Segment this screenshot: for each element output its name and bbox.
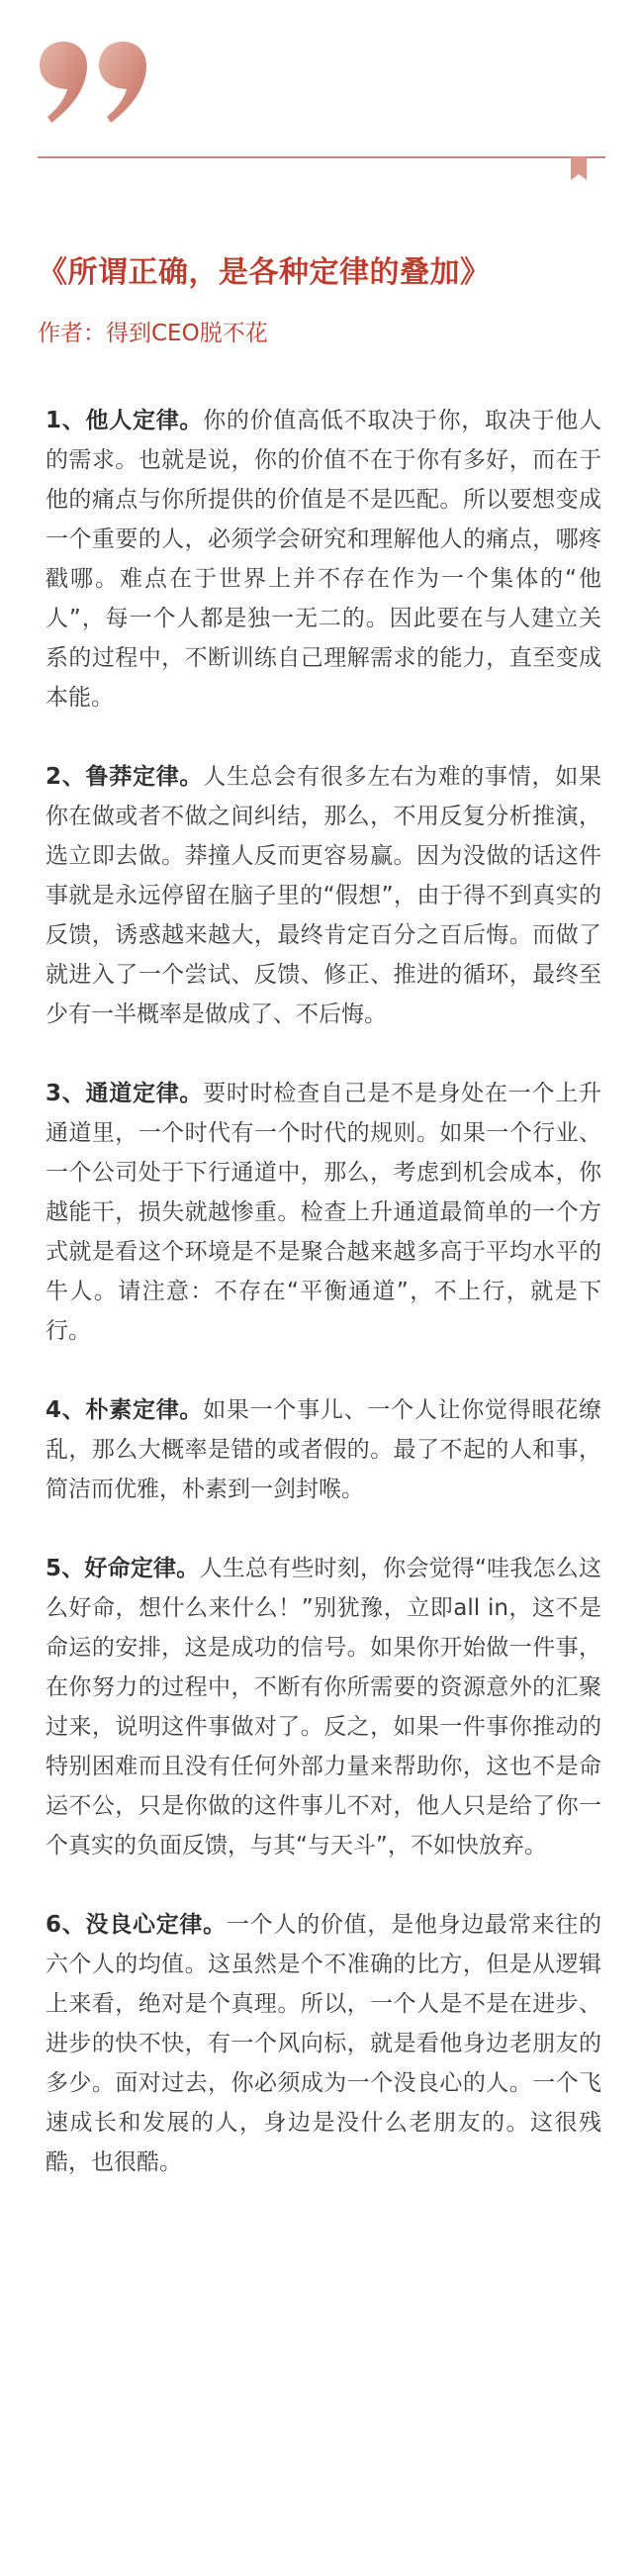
article-author: 作者：得到CEO脱不花 — [38, 321, 268, 346]
section-text: 如果一个事儿、一个人让你觉得眼花缭乱，那么大概率是错的或者假的。最了不起的人和事，简洁而优雅，朴素到一剑封喉。 — [46, 1397, 602, 1502]
section-reckless — [46, 757, 601, 1034]
article-body — [46, 401, 601, 2222]
section-text: 你的价值高低不取决于你，取决于他人的需求。也就是说，你的价值不在于你有多好，而在于他的痛点与你所提供的价值是不是匹配。所以要想变成一个重要的人，必须学会研究和理解他人的痛点，哪疼戳哪。难点在于世界上并不存在作为一个集体的“他人”，每一个人都是独一无二的。因此要在与人建立关系的过程中，不断训练自己理解需求的能力，直至变成本能。 — [46, 408, 602, 711]
section-heading: 2、鲁莽定律。 — [46, 764, 204, 790]
double-quote-icon — [38, 38, 148, 127]
section-text: 人生总会有很多左右为难的事情，如果你在做或者不做之间纠结，那么，不用反复分析推演，选立即去做。莽撞人反而更容易赢。因为没做的话这件事就是永远停留在脑子里的“假想”，由于得不到真实的反馈，诱惑越来越大，最终肯定百分之百后悔。而做了就进入了一个尝试、反馈、修正、推进的循环，最终至少有一半概率是做成了、不后悔。 — [46, 764, 602, 1027]
section-heading: 1、他人定律。 — [46, 408, 204, 433]
section-other-people — [46, 401, 601, 717]
section-text: 一个人的价值，是他身边最常来往的六个人的均值。这虽然是个不准确的比方，但是从逻辑上来看，绝对是个真理。所以，一个人是不是在进步、进步的快不快，有一个风向标，就是看他身边老朋友的多少。面对过去，你必须成为一个没良心的人。一个飞速成长和发展的人，身边是没什么老朋友的。这很残酷，也很酷。 — [46, 1912, 601, 2175]
section-heading: 3、通道定律。 — [46, 1081, 204, 1106]
section-good-fortune — [46, 1549, 601, 1865]
section-heading: 6、没良心定律。 — [46, 1912, 227, 1938]
section-no-conscience — [46, 1905, 601, 2182]
section-text: 人生总有些时刻，你会觉得“哇我怎么这么好命，想什么来什么！”别犹豫，立即all in，这不是命运的安排，这是成功的信号。如果你开始做一件事，在你努力的过程中，不断有你所需要的资源意外的汇聚过来，说明这件事做对了。反之，如果一件事你推动的特别困难而且没有任何外部力量来帮助你，这也不是命运不公，只是你做的这件事儿不对，他人只是给了你一个真实的负面反馈，与其“与天斗”，不如快放弃。 — [46, 1556, 601, 1859]
section-text: 要时时检查自己是不是身处在一个上升通道里，一个时代有一个时代的规则。如果一个行业、一个公司处于下行通道中，那么，考虑到机会成本，你越能干，损失就越惨重。检查上升通道最简单的一个方式就是看这个环境是不是聚合越来越多高于平均水平的牛人。请注意：不存在“平衡通道”，不上行，就是下行。 — [46, 1081, 602, 1344]
header-divider — [38, 156, 605, 158]
article-title: 《所谓正确，是各种定律的叠加》 — [38, 255, 491, 290]
section-channel — [46, 1074, 601, 1351]
bookmark-icon — [571, 156, 587, 180]
section-heading: 5、好命定律。 — [46, 1556, 200, 1581]
section-simplicity — [46, 1390, 601, 1509]
section-heading: 4、朴素定律。 — [46, 1397, 204, 1423]
